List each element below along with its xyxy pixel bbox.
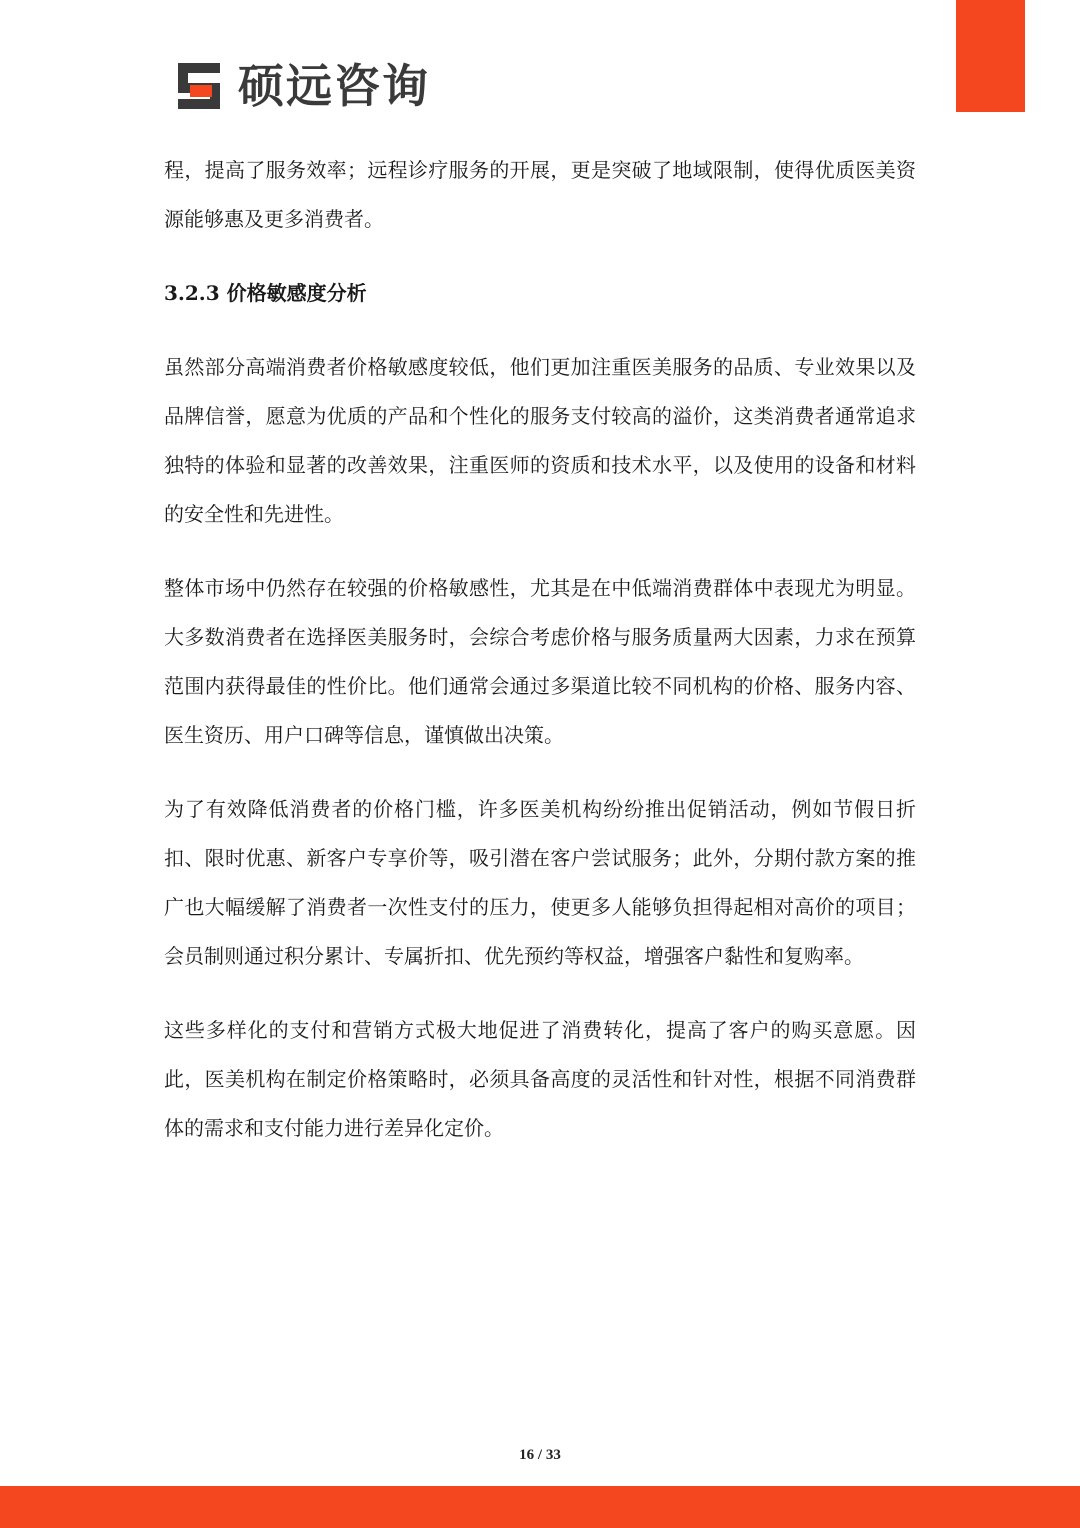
- document-body: [164, 146, 916, 1153]
- company-logo: [176, 60, 430, 112]
- body-paragraph: 为了有效降低消费者的价格门槛，许多医美机构纷纷推出促销活动，例如节假日折扣、限时优惠、新客户专享价等，吸引潜在客户尝试服务；此外，分期付款方案的推广也大幅缓解了消费者一次性支付的压力，使更多人能够负担得起相对高价的项目；会员制则通过积分累计、专属折扣、优先预约等权益，增强客户黏性和复购率。: [164, 797, 916, 968]
- page-number: 16 / 33: [519, 1447, 561, 1463]
- logo-text: 硕远咨询: [238, 59, 430, 113]
- body-paragraph: 这些多样化的支付和营销方式极大地促进了消费转化，提高了客户的购买意愿。因此，医美机构在制定价格策略时，必须具备高度的灵活性和针对性，根据不同消费群体的需求和支付能力进行差异化定价。: [164, 1018, 916, 1140]
- logo-mark-icon: [176, 61, 226, 111]
- intro-paragraph: 程，提高了服务效率；远程诊疗服务的开展，更是突破了地域限制，使得优质医美资源能够惠及更多消费者。: [164, 158, 916, 231]
- bottom-accent-bar: [0, 1486, 1080, 1528]
- body-paragraph: 整体市场中仍然存在较强的价格敏感性，尤其是在中低端消费群体中表现尤为明显。大多数消费者在选择医美服务时，会综合考虑价格与服务质量两大因素，力求在预算范围内获得最佳的性价比。他们通常会通过多渠道比较不同机构的价格、服务内容、医生资历、用户口碑等信息，谨慎做出决策。: [164, 576, 916, 747]
- body-paragraph: 虽然部分高端消费者价格敏感度较低，他们更加注重医美服务的品质、专业效果以及品牌信誉，愿意为优质的产品和个性化的服务支付较高的溢价，这类消费者通常追求独特的体验和显著的改善效果，注重医师的资质和技术水平，以及使用的设备和材料的安全性和先进性。: [164, 355, 916, 526]
- top-accent-block: [956, 0, 1025, 112]
- section-heading: 3.2.3 价格敏感度分析: [164, 281, 367, 305]
